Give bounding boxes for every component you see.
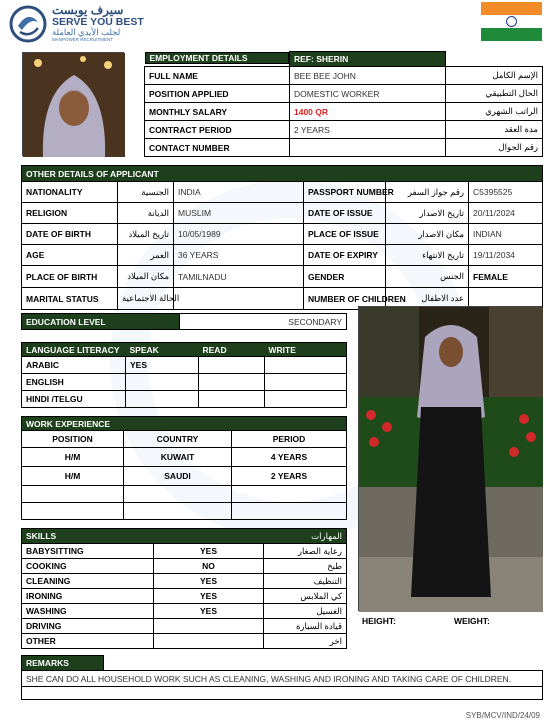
company-logo xyxy=(4,2,154,44)
skill-other-value xyxy=(154,634,264,649)
age-ar: العمر xyxy=(118,245,174,266)
work-row-3-period xyxy=(232,486,347,503)
read-header: READ xyxy=(199,343,265,357)
logo-emblem-icon xyxy=(8,4,48,44)
work-row-1-country: KUWAIT xyxy=(124,448,232,467)
full-name-ar: الإسم الكامل xyxy=(446,67,543,85)
religion-value: MUSLIM xyxy=(174,203,304,224)
skill-other-ar: اخر xyxy=(264,634,347,649)
gender-value: FEMALE xyxy=(469,266,543,288)
skills-header: SKILLS xyxy=(22,529,264,544)
nationality-value: INDIA xyxy=(174,182,304,203)
religion-label: RELIGION xyxy=(22,203,118,224)
date-of-birth-label: DATE OF BIRTH xyxy=(22,224,118,245)
place-of-issue-label: PLACE OF ISSUE xyxy=(304,224,386,245)
hindi-read xyxy=(199,391,265,408)
language-hindi-telgu: HINDI /TELGU xyxy=(22,391,126,408)
employment-details-table xyxy=(144,51,543,157)
work-row-2-country: SAUDI xyxy=(124,467,232,486)
speak-header: SPEAK xyxy=(126,343,199,357)
language-arabic: ARABIC xyxy=(22,357,126,374)
contact-number-label: CONTACT NUMBER xyxy=(145,139,290,157)
skill-cleaning-value: YES xyxy=(154,574,264,589)
work-row-2-position: H/M xyxy=(22,467,124,486)
language-literacy-header: LANGUAGE LITERACY xyxy=(22,343,126,357)
work-row-3-position xyxy=(22,486,124,503)
monthly-salary-value: 1400 QR xyxy=(290,103,446,121)
contract-period-value: 2 YEARS xyxy=(290,121,446,139)
contract-period-ar: مدة العقد xyxy=(446,121,543,139)
work-row-4-position xyxy=(22,503,124,520)
full-name-value: BEE BEE JOHN xyxy=(290,67,446,85)
arabic-read xyxy=(199,357,265,374)
date-of-issue-label: DATE OF ISSUE xyxy=(304,203,386,224)
place-of-birth-label: PLACE OF BIRTH xyxy=(22,266,118,288)
remarks-text: SHE CAN DO ALL HOUSEHOLD WORK SUCH AS CLEANING, WASHING AND IRONING AND TAKING CARE OF CHILDREN. xyxy=(22,671,543,687)
skill-other: OTHER xyxy=(22,634,154,649)
contract-period-label: CONTRACT PERIOD xyxy=(145,121,290,139)
work-row-3-country xyxy=(124,486,232,503)
remarks-header: REMARKS xyxy=(22,656,104,671)
logo-sub: MANPOWER RECRUITMENT xyxy=(52,37,113,42)
document-code: SYB/MCV/IND/24/09 xyxy=(465,711,540,720)
write-header: WRITE xyxy=(265,343,347,357)
position-applied-ar: الحال التطبيقي xyxy=(446,85,543,103)
skill-ironing: IRONING xyxy=(22,589,154,604)
date-of-expiry-value: 19/11/2034 xyxy=(469,245,543,266)
nationality-label: NATIONALITY xyxy=(22,182,118,203)
skills-header-ar: المهارات xyxy=(264,529,347,544)
country-col: COUNTRY xyxy=(124,431,232,448)
english-speak xyxy=(126,374,199,391)
reference: REF: SHERIN xyxy=(290,52,446,67)
hindi-speak xyxy=(126,391,199,408)
india-flag xyxy=(481,2,542,41)
date-of-issue-value: 20/11/2024 xyxy=(469,203,543,224)
number-of-children-ar: عدد الاطفال xyxy=(386,288,469,310)
skill-cleaning-ar: التنظيف xyxy=(264,574,347,589)
work-row-2-period: 2 YEARS xyxy=(232,467,347,486)
skills-table xyxy=(21,528,347,649)
period-col: PERIOD xyxy=(232,431,347,448)
skill-ironing-value: YES xyxy=(154,589,264,604)
position-col: POSITION xyxy=(22,431,124,448)
education-table xyxy=(21,313,347,330)
skill-washing-value: YES xyxy=(154,604,264,619)
skill-cooking: COOKING xyxy=(22,559,154,574)
remarks-table xyxy=(21,655,543,700)
applicant-full-body-photo xyxy=(358,306,542,611)
place-of-birth-value: TAMILNADU xyxy=(174,266,304,288)
logo-arabic: سيرف يوبست xyxy=(52,3,124,17)
marital-status-label: MARITAL STATUS xyxy=(22,288,118,310)
language-table xyxy=(21,342,347,408)
language-english: ENGLISH xyxy=(22,374,126,391)
passport-number-value: C5395525 xyxy=(469,182,543,203)
monthly-salary-label: MONTHLY SALARY xyxy=(145,103,290,121)
ashoka-chakra-icon xyxy=(506,16,517,27)
weight-label: WEIGHT: xyxy=(454,616,490,626)
english-write xyxy=(265,374,347,391)
skill-driving: DRIVING xyxy=(22,619,154,634)
position-applied-value: DOMESTIC WORKER xyxy=(290,85,446,103)
age-label: AGE xyxy=(22,245,118,266)
skill-ironing-ar: كي الملابس xyxy=(264,589,347,604)
place-of-issue-ar: مكان الاصدار xyxy=(386,224,469,245)
contact-number-ar: رقم الجوال xyxy=(446,139,543,157)
date-of-birth-ar: تاريخ الميلاد xyxy=(118,224,174,245)
monthly-salary-ar: الراتب الشهري xyxy=(446,103,543,121)
english-read xyxy=(199,374,265,391)
skill-babysitting: BABYSITTING xyxy=(22,544,154,559)
date-of-birth-value: 10/05/1989 xyxy=(174,224,304,245)
religion-ar: الديانة xyxy=(118,203,174,224)
skill-babysitting-value: YES xyxy=(154,544,264,559)
logo-sub-arabic: لجلب الأيدي العاملة xyxy=(52,27,121,37)
number-of-children-label: NUMBER OF CHILDREN xyxy=(304,288,386,310)
contact-number-value xyxy=(290,139,446,157)
skill-driving-ar: قيادة السيارة xyxy=(264,619,347,634)
applicant-headshot xyxy=(22,52,124,156)
date-of-expiry-ar: تاريخ الانتهاء xyxy=(386,245,469,266)
hindi-write xyxy=(265,391,347,408)
date-of-issue-ar: تاريخ الاصدار xyxy=(386,203,469,224)
place-of-birth-ar: مكان الميلاد xyxy=(118,266,174,288)
education-level-value: SECONDARY xyxy=(180,314,347,330)
arabic-speak: YES xyxy=(126,357,199,374)
work-row-1-position: H/M xyxy=(22,448,124,467)
nationality-ar: الجنسية xyxy=(118,182,174,203)
work-row-4-period xyxy=(232,503,347,520)
skill-driving-value xyxy=(154,619,264,634)
other-details-header: OTHER DETAILS OF APPLICANT xyxy=(22,166,543,182)
education-level-label: EDUCATION LEVEL xyxy=(22,314,180,330)
passport-number-ar: رقم جواز السفر xyxy=(386,182,469,203)
marital-status-value xyxy=(174,288,304,310)
gender-ar: الجنس xyxy=(386,266,469,288)
height-weight-table xyxy=(358,612,542,630)
skill-washing: WASHING xyxy=(22,604,154,619)
employment-header: EMPLOYMENT DETAILS xyxy=(145,52,290,64)
place-of-issue-value: INDIAN xyxy=(469,224,543,245)
skill-cooking-ar: طبخ xyxy=(264,559,347,574)
height-label: HEIGHT: xyxy=(362,616,396,626)
skill-washing-ar: الغسيل xyxy=(264,604,347,619)
arabic-write xyxy=(265,357,347,374)
work-experience-header: WORK EXPERIENCE xyxy=(22,417,347,431)
date-of-expiry-label: DATE OF EXPIRY xyxy=(304,245,386,266)
marital-status-ar: الحالة الاجتماعية xyxy=(118,288,174,310)
skill-cleaning: CLEANING xyxy=(22,574,154,589)
work-experience-table xyxy=(21,416,347,520)
other-details-table xyxy=(21,165,543,310)
logo-name: SERVE YOU BEST xyxy=(52,16,144,28)
skill-babysitting-ar: رعاية الصغار xyxy=(264,544,347,559)
full-name-label: FULL NAME xyxy=(145,67,290,85)
work-row-1-period: 4 YEARS xyxy=(232,448,347,467)
passport-number-label: PASSPORT NUMBER xyxy=(304,182,386,203)
age-value: 36 YEARS xyxy=(174,245,304,266)
skill-cooking-value: NO xyxy=(154,559,264,574)
work-row-4-country xyxy=(124,503,232,520)
gender-label: GENDER xyxy=(304,266,386,288)
position-applied-label: POSITION APPLIED xyxy=(145,85,290,103)
